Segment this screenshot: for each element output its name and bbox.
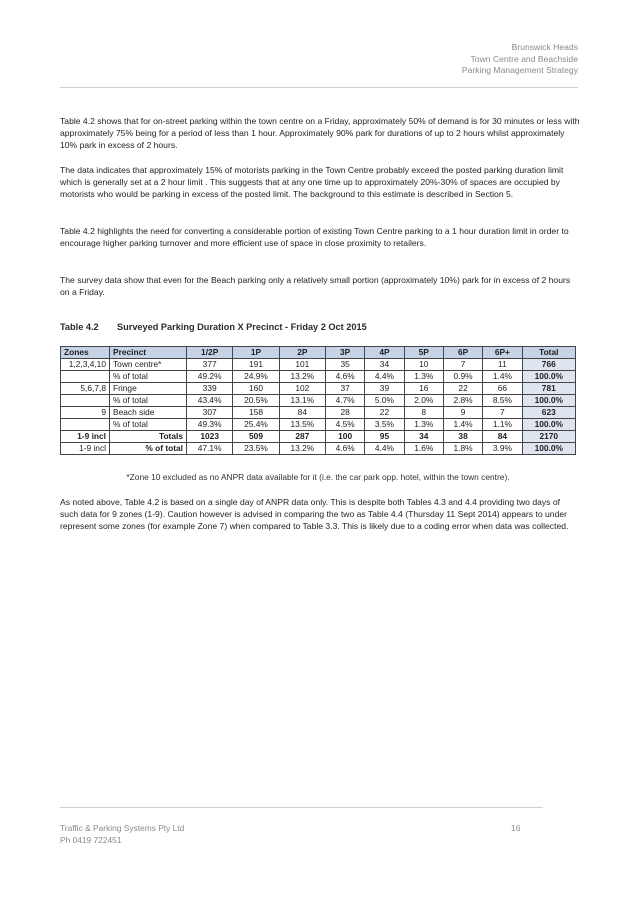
- cell-value: 4.4%: [365, 371, 404, 383]
- cell-precinct: % of total: [110, 395, 187, 407]
- cell-value: 191: [233, 359, 279, 371]
- parking-duration-table: [60, 346, 576, 455]
- cell-value: 158: [233, 407, 279, 419]
- footer-phone: Ph 0419 722451: [60, 834, 122, 845]
- cell-value: 34: [365, 359, 404, 371]
- table-row: [61, 395, 576, 407]
- cell-precinct: Beach side: [110, 407, 187, 419]
- header-6p-plus: 6P+: [483, 347, 522, 359]
- cell-value: 16: [404, 383, 443, 395]
- cell-zone: 1-9 incl: [61, 443, 110, 455]
- cell-total: 100.0%: [522, 371, 575, 383]
- cell-precinct: % of total: [110, 419, 187, 431]
- cell-zone: [61, 395, 110, 407]
- cell-value: 4.5%: [325, 419, 364, 431]
- cell-value: 43.4%: [187, 395, 233, 407]
- cell-value: 2.8%: [443, 395, 482, 407]
- cell-precinct: % of total: [110, 371, 187, 383]
- cell-zone: 1-9 incl: [61, 431, 110, 443]
- cell-total: 100.0%: [522, 419, 575, 431]
- header-line-1: Brunswick Heads: [511, 42, 578, 52]
- cell-zone: 1,2,3,4,10: [61, 359, 110, 371]
- table-row: [61, 359, 576, 371]
- cell-value: 28: [325, 407, 364, 419]
- table-caption: [60, 322, 367, 332]
- header-3p: 3P: [325, 347, 364, 359]
- cell-value: 1.8%: [443, 443, 482, 455]
- cell-value: 13.1%: [279, 395, 325, 407]
- cell-precinct: Fringe: [110, 383, 187, 395]
- cell-value: 37: [325, 383, 364, 395]
- cell-value: 1.4%: [483, 371, 522, 383]
- cell-value: 47.1%: [187, 443, 233, 455]
- cell-value: 1.3%: [404, 371, 443, 383]
- page-header: [462, 42, 578, 77]
- cell-value: 509: [233, 431, 279, 443]
- cell-value: 4.7%: [325, 395, 364, 407]
- cell-value: 22: [365, 407, 404, 419]
- header-5p: 5P: [404, 347, 443, 359]
- header-divider: [60, 87, 578, 88]
- cell-precinct: Totals: [110, 431, 187, 443]
- cell-zone: [61, 371, 110, 383]
- cell-value: 307: [187, 407, 233, 419]
- cell-value: 377: [187, 359, 233, 371]
- cell-value: 101: [279, 359, 325, 371]
- header-zones: Zones: [61, 347, 110, 359]
- cell-value: 4.6%: [325, 371, 364, 383]
- paragraph-2: The data indicates that approximately 15% of motorists parking in the Town Centre probably exceed the posted parking duration limit which is generally set at a 2 hour limit . This suggests that at any one time up to approximately 20%-30% of spaces are occupied by motorists who would be parking in excess of the posted limit. The background to this estimate is described in Section 5.: [60, 165, 564, 200]
- cell-value: 339: [187, 383, 233, 395]
- table-row-total-percent: [61, 443, 576, 455]
- table-header-row: [61, 347, 576, 359]
- cell-total: 781: [522, 383, 575, 395]
- table-row: [61, 407, 576, 419]
- table-row-totals: [61, 431, 576, 443]
- cell-precinct: Town centre*: [110, 359, 187, 371]
- cell-value: 1.4%: [443, 419, 482, 431]
- closing-paragraph: As noted above, Table 4.2 is based on a single day of ANPR data only. This is despite both Tables 4.3 and 4.4 providing two days of such data for 9 zones (1-9). Caution however is advised in comparing the two as Table 4.4 (Thursday 11 Sept 2014) appears to under represent some zones (for example Zone 7) when compared to Table 3.3. This is likely due to a coding error when data was collected.: [60, 497, 569, 532]
- cell-value: 49.3%: [187, 419, 233, 431]
- footer-company: Traffic & Parking Systems Pty Ltd: [60, 823, 185, 833]
- cell-value: 3.5%: [365, 419, 404, 431]
- header-2p: 2P: [279, 347, 325, 359]
- cell-value: 20.5%: [233, 395, 279, 407]
- paragraph-1: Table 4.2 shows that for on-street parking within the town centre on a Friday, approximately 50% of demand is for 30 minutes or less with approximately 75% being for a period of less than 1 hour. Approximately 90% park for durations of up to 2 hours whilst approximately 10% park in excess of 2 hours.: [60, 116, 580, 151]
- header-line-3: Parking Management Strategy: [461, 65, 578, 75]
- header-6p: 6P: [443, 347, 482, 359]
- table-footnote: *Zone 10 excluded as no ANPR data available for it (i.e. the car park opp. hotel, within the town centre).: [126, 472, 510, 482]
- cell-value: 39: [365, 383, 404, 395]
- cell-zone: 9: [61, 407, 110, 419]
- cell-value: 66: [483, 383, 522, 395]
- cell-value: 1.6%: [404, 443, 443, 455]
- cell-value: 102: [279, 383, 325, 395]
- table-row: [61, 371, 576, 383]
- cell-value: 13.2%: [279, 443, 325, 455]
- header-precinct: Precinct: [110, 347, 187, 359]
- cell-total: 623: [522, 407, 575, 419]
- header-line-2: Town Centre and Beachside: [470, 53, 578, 64]
- cell-value: 0.9%: [443, 371, 482, 383]
- cell-value: 8: [404, 407, 443, 419]
- table-caption-title: Surveyed Parking Duration X Precinct - Friday 2 Oct 2015: [117, 322, 367, 332]
- paragraph-4: The survey data show that even for the Beach parking only a relatively small portion (approximately 10%) park for in excess of 2 hours on a Friday.: [60, 275, 571, 298]
- cell-value: 4.4%: [365, 443, 404, 455]
- cell-value: 7: [483, 407, 522, 419]
- cell-zone: [61, 419, 110, 431]
- cell-value: 4.6%: [325, 443, 364, 455]
- cell-value: 160: [233, 383, 279, 395]
- footer-divider: [60, 807, 543, 808]
- header-1p: 1P: [233, 347, 279, 359]
- cell-value: 84: [483, 431, 522, 443]
- cell-value: 1.1%: [483, 419, 522, 431]
- header-4p: 4P: [365, 347, 404, 359]
- cell-value: 35: [325, 359, 364, 371]
- page-number: 16: [511, 823, 521, 833]
- cell-total: 100.0%: [522, 395, 575, 407]
- table-caption-number: Table 4.2: [60, 322, 99, 332]
- cell-zone: 5,6,7,8: [61, 383, 110, 395]
- cell-value: 13.5%: [279, 419, 325, 431]
- cell-value: 3.9%: [483, 443, 522, 455]
- cell-value: 5.0%: [365, 395, 404, 407]
- cell-total: 766: [522, 359, 575, 371]
- cell-value: 38: [443, 431, 482, 443]
- cell-value: 1.3%: [404, 419, 443, 431]
- cell-value: 10: [404, 359, 443, 371]
- cell-value: 24.9%: [233, 371, 279, 383]
- header-total: Total: [522, 347, 575, 359]
- cell-value: 22: [443, 383, 482, 395]
- header-half-hour: 1/2P: [187, 347, 233, 359]
- page-footer: [60, 823, 184, 846]
- cell-value: 23.5%: [233, 443, 279, 455]
- cell-value: 34: [404, 431, 443, 443]
- table-row: [61, 383, 576, 395]
- paragraph-3: Table 4.2 highlights the need for converting a considerable portion of existing Town Centre parking to a 1 hour duration limit in order to encourage higher parking turnover and more efficient use of space in close proximity to retailers.: [60, 226, 569, 249]
- cell-value: 1023: [187, 431, 233, 443]
- cell-value: 7: [443, 359, 482, 371]
- cell-value: 84: [279, 407, 325, 419]
- cell-value: 100: [325, 431, 364, 443]
- cell-value: 287: [279, 431, 325, 443]
- cell-value: 49.2%: [187, 371, 233, 383]
- cell-value: 13.2%: [279, 371, 325, 383]
- cell-total: 100.0%: [522, 443, 575, 455]
- cell-value: 2.0%: [404, 395, 443, 407]
- cell-value: 11: [483, 359, 522, 371]
- cell-total: 2170: [522, 431, 575, 443]
- cell-value: 95: [365, 431, 404, 443]
- table-row: [61, 419, 576, 431]
- cell-value: 9: [443, 407, 482, 419]
- cell-value: 25.4%: [233, 419, 279, 431]
- cell-precinct: % of total: [110, 443, 187, 455]
- cell-value: 8.5%: [483, 395, 522, 407]
